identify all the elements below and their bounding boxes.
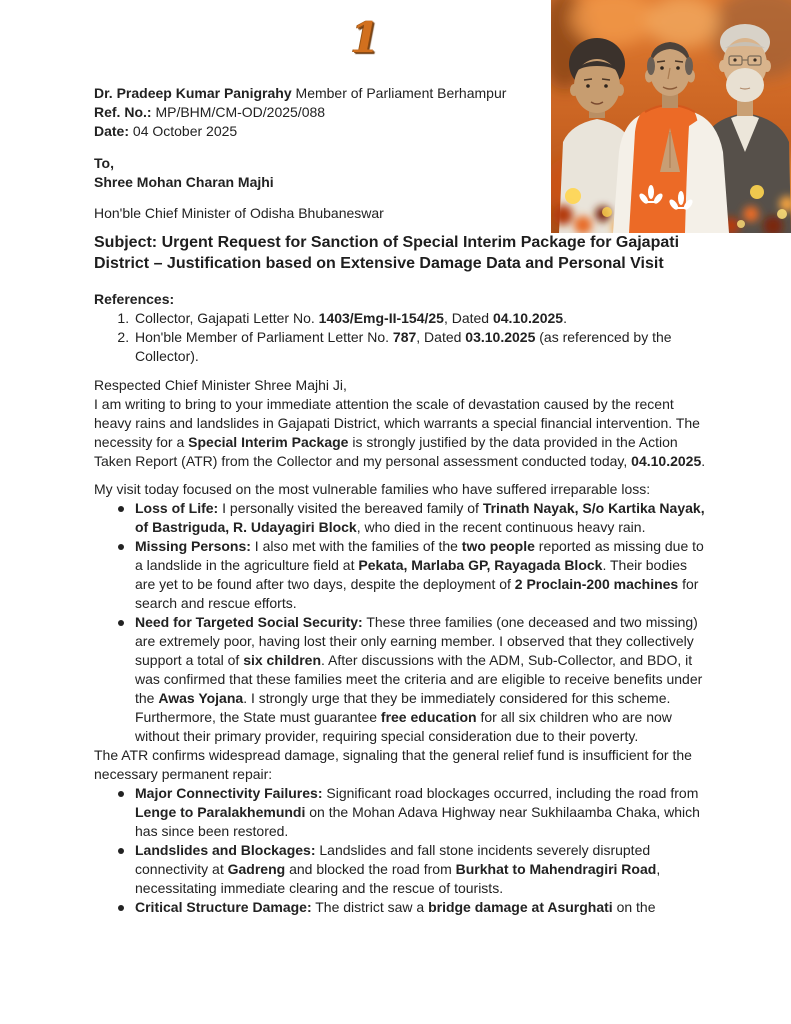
recipient-block — [94, 154, 707, 192]
page-number: 1 — [350, 13, 380, 62]
visit-intro: My visit today focused on the most vulnerable families who have suffered irreparable loss: — [94, 481, 651, 497]
references-heading: References: — [94, 291, 175, 307]
date-line: Date: 04 October 2025 — [94, 123, 238, 139]
bullet-item: Landslides and Blockages: Landslides and fall stone incidents severely disrupted connectivity at Gadreng and blocked the road from Burkhat to Mahendragiri Road, necessitating immediate clearing and the rescue of tourists. — [135, 841, 707, 898]
opening-paragraph — [94, 376, 707, 471]
damage-bullet-list — [94, 784, 707, 917]
sender-block — [94, 84, 707, 141]
references-list — [94, 309, 707, 366]
references-section — [94, 290, 707, 366]
recipient-title: Hon'ble Chief Minister of Odisha Bhubaneswar — [94, 205, 384, 221]
bullet-item: Need for Targeted Social Security: These three families (one deceased and two missing) are extremely poor, having lost their only earning member. I observed that they collectively support a total of six children. After discussions with the ADM, Sub-Collector, and BDO, it was confirmed that these families meet the criteria and are eligible to receive benefits under the Awas Yojana. I strongly urge that they be immediately considered for this scheme. Furthermore, the State must guarantee free education for all six children who are now without their primary provider, requiring special consideration due to their poverty. — [135, 613, 707, 746]
sender-line: Dr. Pradeep Kumar Panigrahy Member of Parliament Berhampur — [94, 85, 507, 101]
bullet-item: Missing Persons: I also met with the families of the two people reported as missing due to a landslide in the agriculture field at Pekata, Marlaba GP, Rayagada Block. Their bodies are yet to be found after two days, despite the deployment of 2 Proclain-200 machines for search and rescue efforts. — [135, 537, 707, 613]
bullet-item: Loss of Life: I personally visited the bereaved family of Trinath Nayak, S/o Kartika Nayak, of Bastriguda, R. Udayagiri Block, who died in the recent continuous heavy rain. — [135, 499, 707, 537]
letter-content — [94, 84, 707, 917]
bullet-item: Critical Structure Damage: The district saw a bridge damage at Asurghati on the — [135, 898, 707, 917]
visit-bullet-list — [94, 499, 707, 746]
reference-item: 2. Hon'ble Member of Parliament Letter No. 787, Dated 03.10.2025 (as referenced by the Collector). — [133, 328, 707, 366]
subject-heading: Subject: Urgent Request for Sanction of Special Interim Package for Gajapati District – Justification based on Extensive Damage Data and Personal Visit — [94, 234, 680, 272]
salutation: Respected Chief Minister Shree Majhi Ji, — [94, 377, 347, 393]
recipient-name: Shree Mohan Charan Majhi — [94, 174, 274, 190]
visit-section — [94, 480, 707, 746]
reference-item: 1. Collector, Gajapati Letter No. 1403/Emg-II-154/25, Dated 04.10.2025. — [133, 309, 707, 328]
ref-number-line: Ref. No.: MP/BHM/CM-OD/2025/088 — [94, 104, 326, 120]
atr-paragraph: The ATR confirms widespread damage, signaling that the general relief fund is insufficient for the necessary permanent repair: — [94, 747, 692, 782]
to-label: To, — [94, 155, 114, 171]
bullet-item: Major Connectivity Failures: Significant road blockages occurred, including the road from Lenge to Paralakhemundi on the Mohan Adava Highway near Sukhilaamba Chaka, which has since been restored. — [135, 784, 707, 841]
intro-paragraph: I am writing to bring to your immediate attention the scale of devastation caused by the recent heavy rains and landslides in Gajapati District, which warrants a special financial intervention. The necessity for a Special Interim Package is strongly justified by the data provided in the Action Taken Report (ATR) from the Collector and my personal assessment conducted today, 04.10.2025. — [94, 396, 706, 469]
